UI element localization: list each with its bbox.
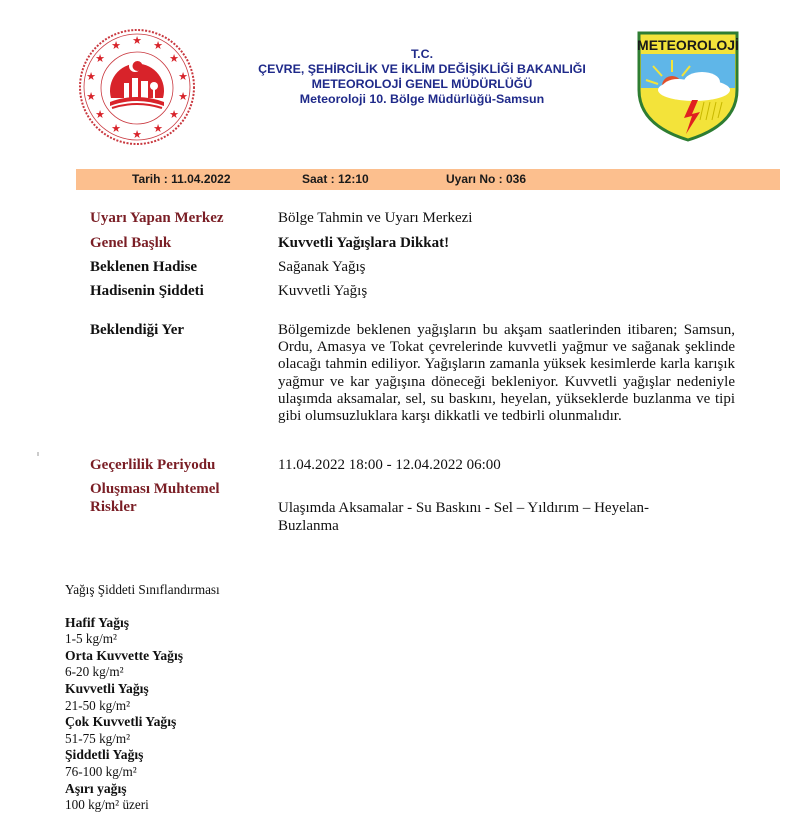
svg-text:★: ★ — [86, 70, 96, 83]
header-regional-office: Meteoroloji 10. Bölge Müdürlüğü-Samsun — [299, 92, 545, 106]
field-label-line2: Riskler — [90, 499, 137, 515]
svg-text:★: ★ — [111, 39, 121, 52]
svg-text:★: ★ — [95, 52, 105, 65]
field-value: 11.04.2022 18:00 - 12.04.2022 06:00 — [278, 457, 501, 473]
field-label: Beklenen Hadise — [90, 259, 198, 275]
svg-text:★: ★ — [132, 34, 142, 47]
class-name: Çok Kuvvetli Yağış — [65, 714, 177, 730]
warning-date: Tarih : 11.04.2022 — [132, 172, 231, 186]
svg-text:★: ★ — [153, 39, 163, 52]
field-label: Genel Başlık — [90, 235, 172, 251]
precipitation-classification — [65, 582, 220, 814]
classification-item — [65, 714, 220, 747]
svg-text:★: ★ — [169, 108, 179, 121]
svg-text:★: ★ — [153, 122, 163, 135]
class-name: Hafif Yağış — [65, 614, 130, 630]
warning-number: Uyarı No : 036 — [446, 172, 527, 186]
field-value: Bölge Tahmin ve Uyarı Merkezi — [278, 210, 473, 226]
svg-text:★: ★ — [111, 122, 121, 135]
class-range: 21-50 kg/m² — [65, 697, 131, 713]
header-ministry: ÇEVRE, ŞEHİRCİLİK VE İKLİM DEĞİŞİKLİĞİ BAKANLIĞI — [258, 62, 586, 76]
field-value: Sağanak Yağış — [278, 259, 366, 275]
field-value: Kuvvetli Yağış — [278, 283, 368, 299]
meteorology-logo-text: METEOROLOJİ — [637, 37, 739, 53]
class-name: Aşırı yağış — [65, 780, 127, 796]
meteorology-logo — [636, 30, 740, 142]
header-directorate: METEOROLOJİ GENEL MÜDÜRLÜĞÜ — [311, 77, 533, 91]
class-range: 1-5 kg/m² — [65, 631, 117, 647]
classification-item — [65, 615, 220, 648]
expected-location-description: Bölgemizde beklenen yağışların bu akşam saatlerinden itibaren; Samsun, Ordu, Amasya ve Tokat çevrelerinde kuvvetli yağmur ve sağanak şeklinde olacağı tahmin ediliyor. Yağışların zamanla yüksek kesimlerde karla karışık yağmur ve kar yağışına döneceği bekleniyor. Kuvvetli yağışlar nedeniyle ulaşımda aksamalar, sel, su baskını, heyelan, yükseklerde buzlanma ve tipi gibi olumsuzluklara karşı dikkatli ve tedbirli olunmalıdır. — [278, 322, 735, 425]
svg-text:★: ★ — [178, 90, 188, 103]
possible-risks-value: Ulaşımda Aksamalar - Su Baskını - Sel – Yıldırım – Heyelan-Buzlanma — [278, 500, 650, 534]
classification-item — [65, 747, 220, 780]
field-label: Uyarı Yapan Merkez — [90, 210, 224, 226]
ministry-emblem-icon — [78, 28, 196, 146]
class-range: 100 kg/m² üzeri — [65, 797, 149, 813]
svg-text:★: ★ — [95, 108, 105, 121]
info-bar — [76, 169, 780, 190]
meteorology-shield-icon — [636, 30, 740, 142]
field-label: Hadisenin Şiddeti — [90, 283, 204, 299]
class-name: Kuvvetli Yağış — [65, 680, 149, 696]
field-label: Beklendiği Yer — [90, 322, 185, 338]
field-label-line1: Oluşması Muhtemel — [90, 481, 220, 497]
svg-text:★: ★ — [132, 128, 142, 141]
ministry-logo — [78, 28, 196, 146]
warning-time: Saat : 12:10 — [302, 172, 369, 186]
svg-text:★: ★ — [169, 52, 179, 65]
class-range: 76-100 kg/m² — [65, 763, 137, 779]
field-value: Kuvvetli Yağışlara Dikkat! — [278, 235, 450, 251]
field-label: Geçerlilik Periyodu — [90, 457, 216, 473]
classification-item — [65, 648, 220, 681]
classification-title: Yağış Şiddeti Sınıflandırması — [65, 582, 220, 597]
classification-item — [65, 781, 220, 814]
classification-item — [65, 681, 220, 714]
class-name: Orta Kuvvette Yağış — [65, 647, 184, 663]
header-block — [232, 47, 612, 107]
class-name: Şiddetli Yağış — [65, 747, 144, 763]
class-range: 51-75 kg/m² — [65, 730, 131, 746]
class-range: 6-20 kg/m² — [65, 664, 124, 680]
scan-artifact — [37, 452, 39, 456]
svg-text:★: ★ — [178, 70, 188, 83]
svg-text:★: ★ — [86, 90, 96, 103]
header-tc: T.C. — [410, 47, 434, 61]
